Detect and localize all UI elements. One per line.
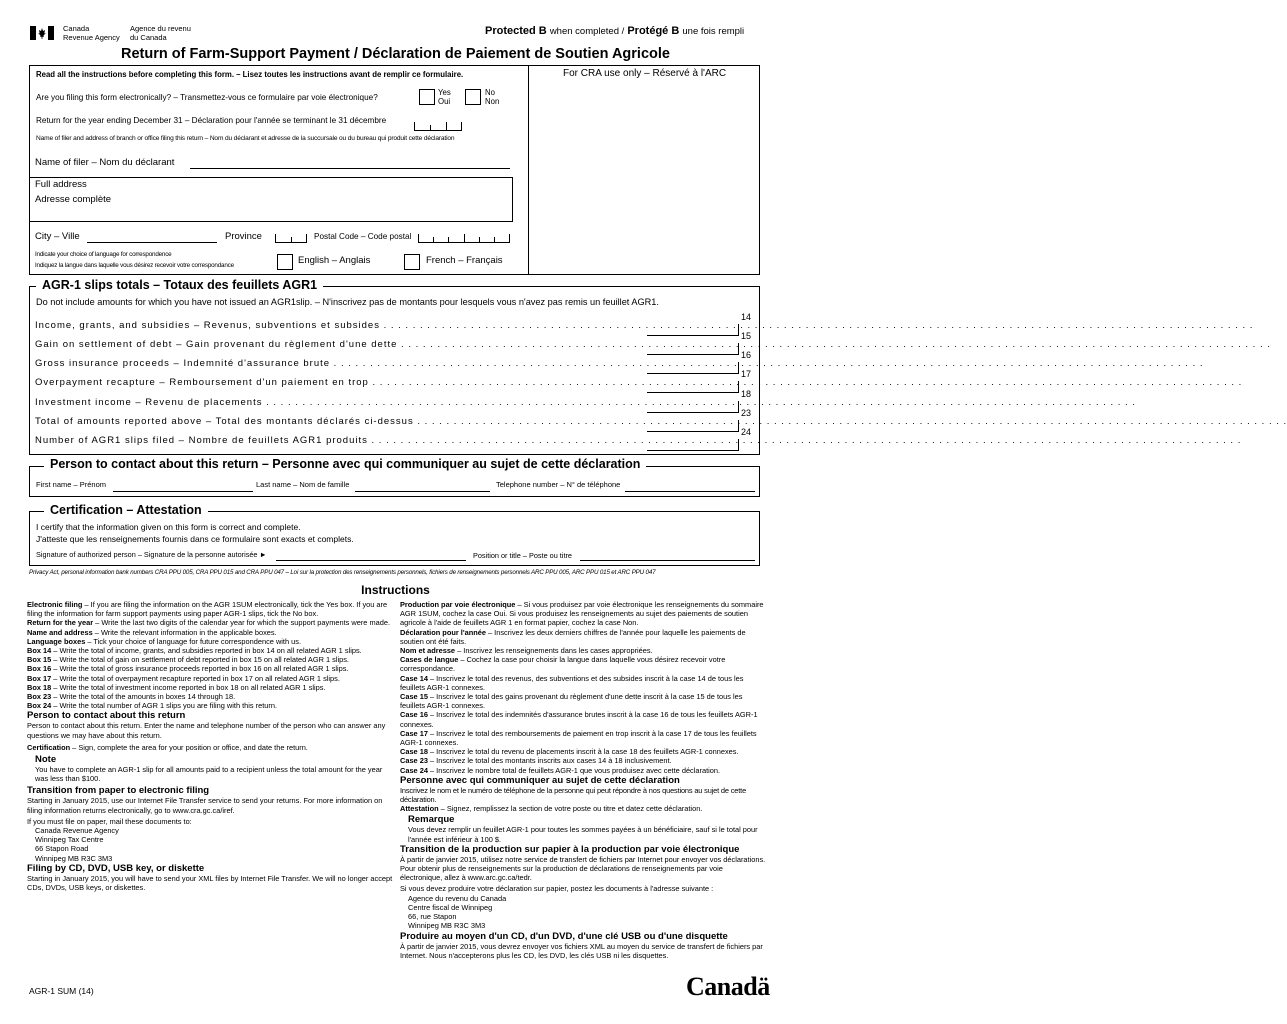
instruction-item-text: – Write the total of income, grants, and subsidies reported in box 14 on all related AGR 1 slips. — [51, 646, 362, 656]
right-cert-bold: Attestation — [400, 804, 439, 814]
slip-row-label: Income, grants, and subsidies – Revenus, subventions et subsides . . . . . . . . . . . . . . . . . . . . . . . . . . . . . . . . . . . . . . . . . . . . . . . . . . . . . . . . . . . . . . . . . . . . . . . . . . . . . . . . . . . . . . . . . . . . . . . . . . . . . . . . . . . . . . . . . . . . . . . . — [35, 320, 1254, 331]
first-name-label: First name – Prénom — [36, 480, 107, 489]
instruction-item-term: Box 15 — [27, 655, 52, 665]
oui-label: Oui — [438, 97, 451, 106]
slip-row-label: Total of amounts reported above – Total des montants déclarés ci-dessus . . . . . . . . . . . . . . . . . . . . . . . . . . . . . . . . . . . . . . . . . . . . . . . . . . . . . . . . . . . . . . . . . . . . . . . . . . . . . . . . . . . . . . . . . . . . . . . . . . . . . . . . . . . . . . . . . . . . . . . . — [35, 416, 1287, 427]
electronic-yes-checkbox[interactable] — [419, 89, 435, 105]
first-name-input[interactable] — [113, 491, 253, 492]
leader-dots: . . . . . . . . . . . . . . . . . . . . . . . . . . . . . . . . . . . . . . . . . . . . . . . . . . . . . . . . . . . . . . . . . . . . . . . . . . . . . . . . . . . . . . . . . . . . . . . . . . . . . . . . . . . . . . . . . . . . . . . . — [368, 377, 1243, 388]
instruction-item-text: – Inscrivez le total des revenus, des subventions et des subsides inscrit à la case 14 de tous les feuillets AGR-1 connexes. — [400, 673, 744, 692]
instruction-item-text: – Inscrivez le total des montants inscrits aux cases 14 à 18 inclusivement. — [427, 756, 672, 766]
instruction-item-term: Box 23 — [27, 692, 52, 702]
last-name-input[interactable] — [355, 491, 490, 492]
page-title: Return of Farm-Support Payment / Déclaration de Paiement de Soutien Agricole — [121, 46, 670, 62]
instruction-item — [27, 683, 393, 692]
protected-b-notice — [485, 25, 744, 37]
instruction-item — [27, 628, 393, 637]
box-number: 23 — [741, 408, 752, 418]
instruction-item-term: Box 18 — [27, 682, 52, 692]
instruction-item — [400, 766, 766, 775]
left-address-line: Winnipeg Tax Centre — [35, 835, 104, 845]
electronic-no-checkbox[interactable] — [465, 89, 481, 105]
left-cd-heading: Filing by CD, DVD, USB key, or diskette — [27, 862, 205, 874]
slip-row-box-18 — [35, 389, 1136, 415]
slips-note: Do not include amounts for which you have not issued an AGR1slip. – N'inscrivez pas de montants pour lesquels vous n'avez pas remis un feuillet AGR1. — [36, 297, 659, 307]
instruction-item — [27, 692, 393, 701]
right-address-line: 66, rue Stapon — [408, 912, 457, 922]
instruction-item-term: Case 23 — [400, 756, 428, 766]
instruction-item — [400, 674, 766, 692]
instruction-item — [400, 692, 766, 710]
instruction-item-text: – Inscrivez le nombre total de feuillets AGR-1 que vous produisez avec cette déclaration. — [427, 765, 721, 775]
cra-divider — [528, 65, 529, 275]
instruction-item-text: – Write the total of investment income reported in box 18 on all related AGR 1 slips. — [51, 682, 326, 692]
certification-section-title: Certification – Attestation — [44, 503, 208, 517]
left-address — [35, 826, 393, 863]
leader-dots: . . . . . . . . . . . . . . . . . . . . . . . . . . . . . . . . . . . . . . . . . . . . . . . . . . . . . . . . . . . . . . . . . . . . . . . . . . . . . . . . . . . . . . . . . . . . . . . . . . . . . . . . . . . . . . . . . . . . . . . . — [413, 416, 1287, 427]
left-mail-intro: If you must file on paper, mail these documents to: — [27, 816, 192, 826]
instruction-item-text: – Inscrivez les deux derniers chiffres de l'année pour laquelle les paiements de soutien ont été faits. — [400, 627, 746, 646]
une-fois-rempli: une fois rempli — [682, 26, 745, 37]
province-label: Province — [225, 231, 262, 242]
year-ending-label: Return for the year ending December 31 – Déclaration pour l'année se terminant le 31 décembre — [36, 116, 387, 125]
telephone-label: Telephone number – N° de téléphone — [496, 480, 621, 489]
instruction-item-term: Box 24 — [27, 701, 52, 711]
instruction-item-text: – Si vous produisez par voie électronique les renseignements du sommaire AGR 1SUM, cochez la case Oui. Si vous produisez les renseignements au sujet des paiements de soutien agricole à l'aide de feuillets AGR 1 en format papier, cochez la case Non. — [400, 600, 764, 628]
instruction-item-text: – Inscrivez le total des indemnités d'assurance brutes inscrit à la case 16 de tous les feuillets AGR-1 connexes. — [400, 710, 758, 729]
instruction-item — [27, 674, 393, 683]
box-number: 17 — [741, 369, 752, 379]
right-cd-heading: Produire au moyen d'un CD, d'un DVD, d'une clé USB ou d'une disquette — [400, 930, 728, 942]
instruction-item — [27, 655, 393, 664]
slip-row-label: Investment income – Revenu de placements . . . . . . . . . . . . . . . . . . . . . . . . . . . . . . . . . . . . . . . . . . . . . . . . . . . . . . . . . . . . . . . . . . . . . . . . . . . . . . . . . . . . . . . . . . . . . . . . . . . . . . . . . . . . . . . . . . . . . . . . — [35, 397, 1136, 408]
certify-line-fr: J'atteste que les renseignements fournis dans ce formulaire sont exacts et complets. — [36, 534, 354, 544]
city-input[interactable] — [87, 242, 217, 243]
yes-label: Yes — [438, 88, 451, 97]
instruction-item-text: – Write the total of the amounts in boxes 14 through 18. — [51, 692, 236, 702]
postal-code-label: Postal Code – Code postal — [314, 232, 412, 241]
english-checkbox[interactable] — [277, 254, 293, 270]
instruction-item-text: – Inscrivez les renseignements dans les cases appropriées. — [455, 646, 653, 656]
instruction-item — [27, 618, 393, 627]
instruction-item-text: – Write the total of overpayment recapture reported in box 17 on all related AGR 1 slips. — [51, 673, 340, 683]
right-transition-heading: Transition de la production sur papier à la production par voie électronique — [400, 843, 740, 855]
telephone-input[interactable] — [625, 491, 755, 492]
amount-input-box-17[interactable] — [647, 381, 739, 393]
language-choice-fr: Indiquez la langue dans laquelle vous désirez recevoir votre correspondance — [35, 262, 234, 269]
agency-name-fr: Agence du revenu du Canada — [130, 24, 191, 42]
slip-row-label: Gain on settlement of debt – Gain provenant du règlement d'une dette . . . . . . . . . . . . . . . . . . . . . . . . . . . . . . . . . . . . . . . . . . . . . . . . . . . . . . . . . . . . . . . . . . . . . . . . . . . . . . . . . . . . . . . . . . . . . . . . . . . . . . . . . . . . . . . . . . . . . . . . — [35, 339, 1271, 350]
signature-label: Signature of authorized person – Signature de la personne autorisée ► — [36, 550, 267, 559]
right-certification — [400, 804, 766, 813]
right-address-line: Centre fiscal de Winnipeg — [408, 902, 493, 912]
cra-use-only: For CRA use only – Réservé à l'ARC — [563, 68, 727, 79]
leader-dots: . . . . . . . . . . . . . . . . . . . . . . . . . . . . . . . . . . . . . . . . . . . . . . . . . . . . . . . . . . . . . . . . . . . . . . . . . . . . . . . . . . . . . . . . . . . . . . . . . . . . . . . . . . . . . . . . . . . . . . . . — [262, 397, 1136, 408]
instructions-left-column — [27, 600, 393, 892]
instruction-item-term: Name and address — [27, 627, 93, 637]
instructions-title: Instructions — [361, 583, 430, 597]
instruction-item-term: Cases de langue — [400, 655, 459, 665]
no-label: No — [485, 88, 495, 97]
instruction-item-text: – Write the last two digits of the calendar year for which the support payments were made. — [93, 618, 390, 628]
right-address — [408, 894, 766, 931]
certify-line-en: I certify that the information given on this form is correct and complete. — [36, 522, 301, 532]
instruction-item-text: – Cochez la case pour choisir la langue dans laquelle vous désirez recevoir votre correspondance. — [400, 655, 726, 674]
privacy-act-notice: Privacy Act, personal information bank numbers CRA PPU 005, CRA PPU 015 and CRA PPU 047 – Loi sur la protection des renseignements personnels, fichiers de renseignements personnels ARC PPU 005, ARC PPU 015 et ARC PPU 047 — [29, 569, 656, 576]
amount-input-box-16[interactable] — [647, 362, 739, 374]
name-of-filer-input[interactable] — [190, 168, 510, 169]
instruction-item — [400, 628, 766, 646]
last-name-label: Last name – Nom de famille — [256, 480, 350, 489]
city-label: City – Ville — [35, 231, 80, 242]
right-mail-intro: Si vous devez produire votre déclaration sur papier, postez les documents à l'adresse suivante : — [400, 884, 714, 894]
left-note-heading: Note — [35, 754, 57, 766]
instruction-item-term: Box 17 — [27, 673, 52, 683]
left-address-line: 66 Stapon Road — [35, 844, 89, 854]
province-input[interactable] — [275, 232, 307, 243]
slip-row-box-16 — [35, 350, 1204, 376]
instruction-item — [27, 646, 393, 655]
amount-input-box-18[interactable] — [647, 401, 739, 413]
canada-wordmark: Canadä — [686, 972, 770, 1001]
left-address-line: Canada Revenue Agency — [35, 826, 119, 836]
instruction-item-text: – Write the total of gain on settlement of debt reported in box 15 on all related AGR 1 slips. — [51, 655, 349, 665]
right-contact-text: Inscrivez le nom et le numéro de téléphone de la personne qui peut répondre à nos questions au sujet de cette déclaration. — [400, 785, 747, 805]
instructions-right-items — [400, 600, 766, 775]
when-completed: when completed / — [549, 26, 625, 37]
instructions-right-column — [400, 600, 766, 960]
leader-dots: . . . . . . . . . . . . . . . . . . . . . . . . . . . . . . . . . . . . . . . . . . . . . . . . . . . . . . . . . . . . . . . . . . . . . . . . . . . . . . . . . . . . . . . . . . . . . . . . . . . . . . . . . . . . . . . . . . . . . . . . — [367, 435, 1242, 446]
box-number: 24 — [741, 427, 752, 437]
french-checkbox[interactable] — [404, 254, 420, 270]
instruction-item — [400, 600, 766, 628]
instruction-item-text: – Tick your choice of language for future correspondence with us. — [85, 636, 302, 646]
position-label: Position or title – Poste ou titre — [473, 551, 572, 560]
slip-row-box-15 — [35, 331, 1271, 357]
right-transition-text: À partir de janvier 2015, utilisez notre service de transfert de fichiers par Internet pour envoyer vos déclarations. Pour obtenir plus de renseignements sur la production de déclarations de renseignements par voie électronique, allez à www.arc.gc.ca/tedr. — [400, 854, 766, 883]
contact-section-title: Person to contact about this return – Personne avec qui communiquer au sujet de cette déclaration — [44, 457, 646, 471]
instruction-item-text: – If you are filing the information on the AGR 1SUM electronically, tick the Yes box. If you are filing the information for farm support payments using paper AGR-1 slips, tick the No box. — [27, 600, 388, 619]
instruction-item-term: Return for the year — [27, 618, 94, 628]
instruction-item-term: Case 24 — [400, 765, 428, 775]
instruction-item — [27, 701, 393, 710]
amount-input-box-24[interactable] — [647, 439, 739, 451]
leader-dots: . . . . . . . . . . . . . . . . . . . . . . . . . . . . . . . . . . . . . . . . . . . . . . . . . . . . . . . . . . . . . . . . . . . . . . . . . . . . . . . . . . . . . . . . . . . . . . . . . . . . . . . . . . . . . . . . . . . . . . . . — [397, 339, 1271, 350]
instruction-item-term: Case 17 — [400, 728, 428, 738]
box-number: 14 — [741, 312, 752, 322]
left-cert-text: – Sign, complete the area for your position or office, and date the return. — [70, 742, 308, 752]
instruction-item — [400, 646, 766, 655]
left-certification — [27, 743, 393, 752]
instruction-item-term: Box 16 — [27, 664, 52, 674]
instruction-item — [27, 664, 393, 673]
slip-row-label: Gross insurance proceeds – Indemnité d'assurance brute . . . . . . . . . . . . . . . . . . . . . . . . . . . . . . . . . . . . . . . . . . . . . . . . . . . . . . . . . . . . . . . . . . . . . . . . . . . . . . . . . . . . . . . . . . . . . . . . . . . . . . . . . . . . . . . . . . . . . . . . — [35, 358, 1204, 369]
instruction-item-term: Déclaration pour l'année — [400, 627, 486, 637]
instruction-item — [400, 729, 766, 747]
left-transition-text: Starting in January 2015, use our Internet File Transfer service to send your returns. For more information on filing information returns electronically, go to www.cra.gc.ca/iref. — [27, 796, 383, 815]
instruction-item-term: Case 14 — [400, 673, 428, 683]
instruction-item-term: Production par voie électronique — [400, 600, 516, 609]
box-number: 15 — [741, 331, 752, 341]
slip-row-box-23 — [35, 408, 1287, 434]
box-number: 18 — [741, 389, 752, 399]
instructions-left-items — [27, 600, 393, 710]
instruction-item-text: – Write the total number of AGR 1 slips you are filing with this return. — [51, 701, 278, 711]
right-cert-text: – Signez, remplissez la section de votre poste ou titre et datez cette déclaration. — [438, 804, 703, 814]
name-of-filer-label: Name of filer – Nom du déclarant — [35, 157, 175, 168]
right-note-heading: Remarque — [408, 814, 455, 826]
agency-name-en: Canada Revenue Agency — [63, 24, 120, 42]
right-address-line: Agence du revenu du Canada — [408, 893, 507, 903]
leader-dots: . . . . . . . . . . . . . . . . . . . . . . . . . . . . . . . . . . . . . . . . . . . . . . . . . . . . . . . . . . . . . . . . . . . . . . . . . . . . . . . . . . . . . . . . . . . . . . . . . . . . . . . . . . . . . . . . . . . . . . . . — [379, 320, 1254, 331]
right-contact-heading: Personne avec qui communiquer au sujet de cette déclaration — [400, 774, 680, 786]
signature-input[interactable] — [276, 560, 466, 561]
leader-dots: . . . . . . . . . . . . . . . . . . . . . . . . . . . . . . . . . . . . . . . . . . . . . . . . . . . . . . . . . . . . . . . . . . . . . . . . . . . . . . . . . . . . . . . . . . . . . . . . . . . . . . . . . . . . . . . . . . . . . . . . — [330, 358, 1204, 369]
instruction-item — [27, 637, 393, 646]
amount-input-box-14[interactable] — [647, 324, 739, 336]
left-contact-heading: Person to contact about this return — [27, 710, 186, 722]
amount-input-box-23[interactable] — [647, 420, 739, 432]
slip-row-box-14 — [35, 312, 1254, 338]
right-note-text: Vous devez remplir un feuillet AGR-1 pour toutes les sommes payées à un bénéficiaire, sauf si le total pour l'année est inférieur à 100 $. — [408, 825, 758, 844]
left-cd-text: Starting in January 2015, you will have to send your XML files by Internet File Transfer. We will no longer accept CDs, DVDs, USB keys, or diskettes. — [27, 873, 393, 893]
electronic-question: Are you filing this form electronically? – Transmettez-vous ce formulaire par voie électronique? — [36, 93, 378, 102]
instruction-item — [400, 747, 766, 756]
instruction-item-text: – Inscrivez le total des gains provenant du règlement d'une dette inscrit à la case 15 de tous les feuillets AGR-1 connexes. — [400, 692, 743, 711]
right-cd-text: À partir de janvier 2015, vous devrez envoyer vos fichiers XML au moyen du service de transfert de fichiers par Internet. Nous n'accepterons plus les CD, les DVD, les clés USB ni les disquettes. — [400, 941, 763, 960]
instruction-item-text: – Inscrivez le total des remboursements de paiement en trop inscrit à la case 17 de tous les feuillets AGR-1 connexes. — [400, 728, 757, 748]
instruction-item-text: – Write the total of gross insurance proceeds reported in box 16 on all related AGR 1 slips. — [51, 664, 349, 674]
instruction-item-term: Electronic filing — [27, 600, 83, 609]
year-ending-field[interactable] — [414, 121, 462, 131]
language-choice-en: Indicate your choice of language for correspondence — [35, 251, 172, 258]
right-address-line: Winnipeg MB R3C 3M3 — [408, 921, 486, 931]
adresse-complete-label: Adresse complète — [35, 194, 112, 205]
canada-flag-icon — [30, 26, 54, 40]
english-label: English – Anglais — [298, 255, 371, 266]
left-contact-text: Person to contact about this return. Enter the name and telephone number of the person who can answer any questions we may have about this return. — [27, 721, 386, 740]
box-number: 16 — [741, 350, 752, 360]
instruction-item — [400, 710, 766, 728]
instruction-item-term: Box 14 — [27, 646, 52, 656]
slip-row-box-24 — [35, 427, 1242, 453]
name-address-heading: Name of filer and address of branch or office filing this return – Nom du déclarant et adresse de la succursale ou du bureau qui produit cette déclaration — [36, 135, 455, 142]
french-label: French – Français — [426, 255, 503, 266]
slip-row-label: Overpayment recapture – Remboursement d'un paiement en trop . . . . . . . . . . . . . . . . . . . . . . . . . . . . . . . . . . . . . . . . . . . . . . . . . . . . . . . . . . . . . . . . . . . . . . . . . . . . . . . . . . . . . . . . . . . . . . . . . . . . . . . . . . . . . . . . . . . . . . . . — [35, 377, 1243, 388]
instruction-item-text: – Write the relevant information in the applicable boxes. — [92, 627, 277, 637]
slips-section-title: AGR-1 slips totals – Totaux des feuillets AGR1 — [36, 278, 323, 292]
non-label: Non — [485, 97, 500, 106]
instruction-item — [27, 600, 393, 618]
read-instructions: Read all the instructions before completing this form. – Lisez toutes les instructions avant de remplir ce formulaire. — [36, 70, 464, 79]
left-note-text: You have to complete an AGR-1 slip for all amounts paid to a recipient unless the total amount for the year was less than $100. — [35, 765, 383, 784]
form-id: AGR-1 SUM (14) — [29, 986, 94, 996]
protected-b: Protected B — [485, 25, 547, 37]
instruction-item-term: Case 18 — [400, 747, 428, 757]
instruction-item — [400, 655, 766, 673]
full-address-label: Full address — [35, 179, 87, 190]
protege-b: Protégé B — [627, 25, 680, 37]
amount-input-box-15[interactable] — [647, 343, 739, 355]
instruction-item-term: Case 16 — [400, 710, 428, 720]
left-transition-heading: Transition from paper to electronic filing — [27, 785, 210, 797]
instruction-item — [400, 756, 766, 765]
left-cert-bold: Certification — [27, 742, 71, 752]
position-input[interactable] — [580, 560, 755, 561]
left-address-line: Winnipeg MB R3C 3M3 — [35, 853, 113, 863]
instruction-item-term: Nom et adresse — [400, 646, 456, 656]
slip-row-label: Number of AGR1 slips filed – Nombre de feuillets AGR1 produits . . . . . . . . . . . . . . . . . . . . . . . . . . . . . . . . . . . . . . . . . . . . . . . . . . . . . . . . . . . . . . . . . . . . . . . . . . . . . . . . . . . . . . . . . . . . . . . . . . . . . . . . . . . . . . . . . . . . . . . . — [35, 435, 1242, 446]
instruction-item-text: – Inscrivez le total du revenu de placements inscrit à la case 18 des feuillets AGR-1 connexes. — [427, 747, 739, 757]
instruction-item-term: Language boxes — [27, 636, 86, 646]
instruction-item-term: Case 15 — [400, 692, 428, 702]
postal-code-input[interactable] — [418, 232, 510, 243]
